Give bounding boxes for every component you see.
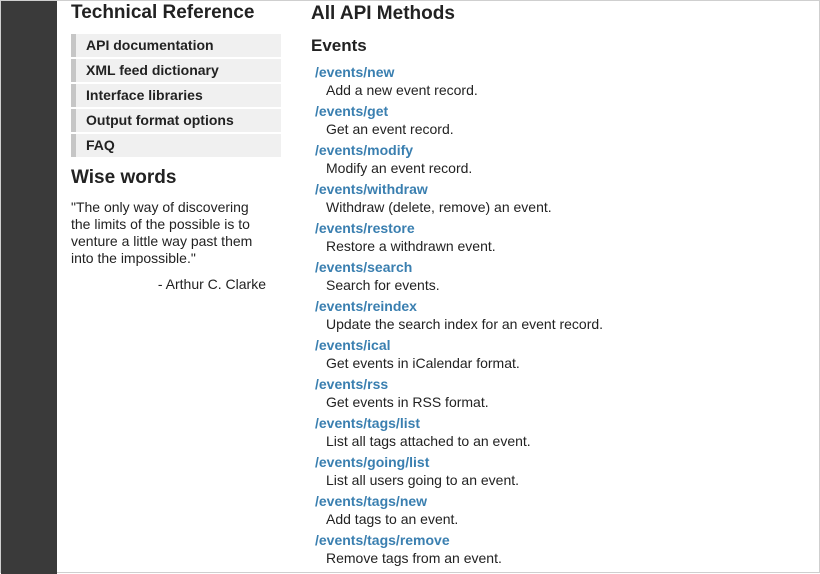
section-title-events: Events (311, 36, 367, 55)
method-link[interactable]: /events/tags/list (315, 415, 421, 431)
method-link[interactable]: /events/new (315, 64, 395, 80)
wise-words-heading: Wise words (71, 167, 177, 188)
method-item (311, 180, 811, 219)
quote-author: - Arthur C. Clarke (157, 276, 266, 292)
method-description: Restore a withdrawn event. (326, 238, 496, 254)
method-link[interactable]: /events/withdraw (315, 181, 428, 197)
sidebar-nav (71, 34, 281, 157)
method-description: Get events in RSS format. (326, 394, 489, 410)
method-list (311, 63, 811, 570)
method-description: Modify an event record. (326, 160, 473, 176)
method-item (311, 219, 811, 258)
method-link[interactable]: /events/going/list (315, 454, 430, 470)
method-link[interactable]: /events/reindex (315, 298, 417, 314)
method-item (311, 258, 811, 297)
method-item (311, 141, 811, 180)
sidebar-item-xml-feed-dictionary[interactable]: XML feed dictionary (71, 59, 281, 82)
method-link[interactable]: /events/tags/remove (315, 532, 450, 548)
quote-text: "The only way of discovering the limits of the possible is to venture a little way past them into the impossible." (71, 199, 253, 266)
method-description: Remove tags from an event. (326, 550, 502, 566)
method-item (311, 102, 811, 141)
method-description: Get events in iCalendar format. (326, 355, 520, 371)
method-link[interactable]: /events/rss (315, 376, 389, 392)
method-description: Search for events. (326, 277, 440, 293)
method-item (311, 375, 811, 414)
method-item (311, 492, 811, 531)
method-link[interactable]: /events/ical (315, 337, 391, 353)
sidebar-item-interface-libraries[interactable]: Interface libraries (71, 84, 281, 107)
method-link[interactable]: /events/restore (315, 220, 415, 236)
method-item (311, 297, 811, 336)
main-content (311, 1, 811, 570)
method-item (311, 63, 811, 102)
method-description: Add a new event record. (326, 82, 478, 98)
method-description: Withdraw (delete, remove) an event. (326, 199, 552, 215)
page-title: All API Methods (311, 3, 455, 24)
left-dark-bar (1, 1, 57, 574)
method-item (311, 414, 811, 453)
method-description: Update the search index for an event record. (326, 316, 604, 332)
method-item (311, 336, 811, 375)
method-link[interactable]: /events/get (315, 103, 389, 119)
method-link[interactable]: /events/modify (315, 142, 414, 158)
sidebar-item-faq[interactable]: FAQ (71, 134, 281, 157)
sidebar (71, 1, 281, 292)
method-description: Get an event record. (326, 121, 454, 137)
method-description: List all tags attached to an event. (326, 433, 531, 449)
method-description: Add tags to an event. (326, 511, 459, 527)
sidebar-item-output-format-options[interactable]: Output format options (71, 109, 281, 132)
method-link[interactable]: /events/tags/new (315, 493, 428, 509)
method-item (311, 531, 811, 570)
method-link[interactable]: /events/search (315, 259, 413, 275)
sidebar-item-api-documentation[interactable]: API documentation (71, 34, 281, 57)
method-description: List all users going to an event. (326, 472, 520, 488)
sidebar-title: Technical Reference (71, 2, 255, 23)
method-item (311, 453, 811, 492)
